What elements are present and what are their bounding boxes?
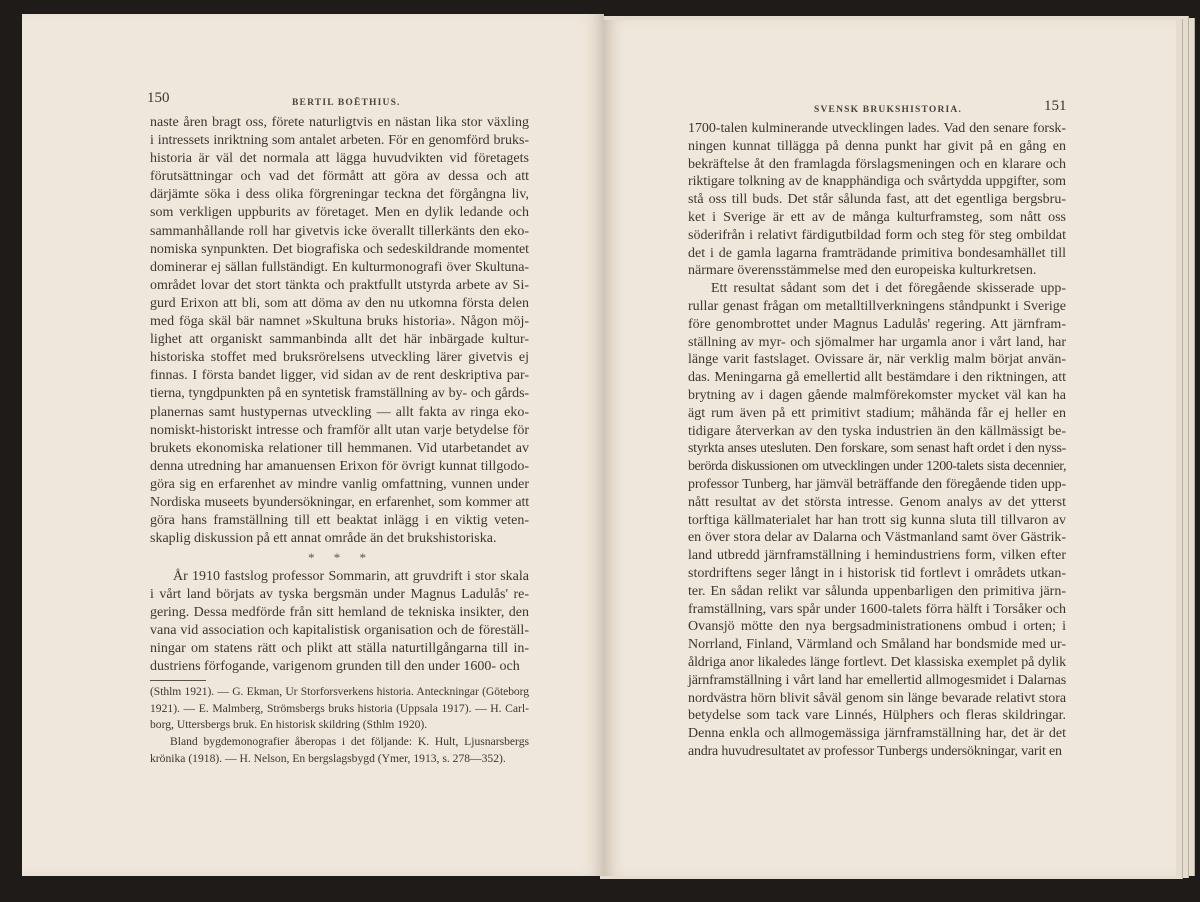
text-line: Nordiska museets byundersökningar, en erfarenhet, som kommer att bbox=[150, 494, 529, 510]
running-head: SVENSK BRUKSHISTORIA. bbox=[814, 105, 963, 115]
text-line: År 1910 fastslog professor Sommarin, att gruvdrift i stor skala bbox=[173, 569, 529, 584]
text-line: stordriftens seger långt in i historisk tid fortlevt i områdets utkan- bbox=[688, 565, 1066, 581]
text-line: finnas. I första bandet ligger, vid sidan av de rent deskriptiva par- bbox=[150, 368, 529, 384]
text-line: rullar genast frågan om metalltillverkningens ståndpunkt i Sverige bbox=[688, 298, 1066, 314]
text-line: torftiga källmaterialet har han trott sig kunna sluta till tillvaron av bbox=[688, 512, 1066, 528]
text-line: Ovansjö mötte den nya bergsadministrationens ombud i orten; i bbox=[688, 619, 1066, 635]
text-line: styrkta anses utesluten. Den forskare, som senast haft ordet i den nyss- bbox=[688, 441, 1066, 457]
text-line: nomiska synpunkten. Det biografiska och sedeskildrande momentet bbox=[150, 241, 529, 257]
text-line: gurd Erixon att bli, som att döma av den nu utkomna första delen bbox=[150, 295, 529, 311]
text-line: ningar om statens rätt och plikt att ställa naturtillgångarna till in- bbox=[150, 641, 529, 657]
right-page bbox=[604, 20, 1176, 876]
text-line: det i de gamla lagarna framträdande primitiva bondesamhället till bbox=[688, 245, 1066, 261]
text-line: das. Meningarna gå emellertid allt bestämdare i den riktningen, att bbox=[688, 370, 1066, 386]
running-head: BERTIL BOËTHIUS. bbox=[292, 98, 401, 108]
text-line: före genombrottet under Magnus Ladulås' regering. Att järnfram- bbox=[688, 316, 1066, 332]
footnote-line: 1921). — E. Malmberg, Strömsbergs bruks historia (Uppsala 1917). — H. Carl- bbox=[150, 701, 529, 715]
footnote-line: (Sthlm 1921). — G. Ekman, Ur Storforsverkens historia. Anteckningar (Göteborg bbox=[150, 685, 529, 698]
text-line: åldriga anor likaledes länge fortlevt. Det klassiska exemplet på dylik bbox=[688, 654, 1066, 670]
text-line: tierna, tyngdpunkten på en syntetisk framställning av by- och gårds- bbox=[150, 386, 529, 402]
text-line: ägt rum även på ett primitivt stadium; måhända får ej heller en bbox=[688, 405, 1066, 421]
text-line: skaplig diskussion på ett annat område än det brukshistoriska. bbox=[150, 531, 497, 547]
text-line: professor Tunberg, har jämväl beträffande den föregående tiden upp- bbox=[688, 476, 1066, 492]
text-line: denna utredning har amanuensen Erixon för övrigt kunnat tillgodo- bbox=[150, 458, 529, 474]
page-number: 151 bbox=[1044, 98, 1067, 114]
text-line: framställning, vars spår under 1600-talets förra hälft i Torsåker och bbox=[688, 601, 1066, 617]
text-line: Denna enkla och allmogemässiga järnframställning har, det är det bbox=[688, 726, 1066, 742]
body-text-section-2 bbox=[150, 568, 529, 677]
text-line: 1700-talen kulminerande utvecklingen lades. Vad den senare forsk- bbox=[688, 121, 1066, 136]
text-line: länge varit fastslaget. Ovissare är, när verklig malm börjat använ- bbox=[688, 352, 1066, 368]
text-line: tidigare återverkan av den tyska industrien än den källmässigt be- bbox=[688, 423, 1066, 439]
text-line: andra huvudresultatet av professor Tunbergs undersökningar, varit en bbox=[688, 743, 1062, 759]
text-line: göra sig en erfarenhet av mindre vanlig omfattning, vunnen under bbox=[150, 476, 529, 492]
text-line: dustriens förfogande, varigenom grunden till den under 1600- och bbox=[150, 659, 520, 675]
text-line: järnframställning i vårt land har emellertid allmogesmidet i Dalarnas bbox=[688, 672, 1066, 688]
text-line: nått resultat av det största intresse. Genom analys av det ytterst bbox=[688, 494, 1066, 510]
text-line: stå oss till buds. Det står sålunda fast, att det egentliga bergsbru- bbox=[688, 192, 1066, 208]
text-line: därjämte söka i dess olika förgreningar teckna det förgångna liv, bbox=[150, 187, 529, 203]
footnote-line: Bland bygdemonografier åberopas i det följande: K. Hult, Ljusnarsbergs bbox=[170, 735, 529, 749]
text-line: området lovar det stort tänkta och praktfullt utstyrda arbete av Si- bbox=[150, 277, 529, 293]
text-line: nomiskt-historiskt intresse och framför allt utan varje betydelse för bbox=[150, 422, 529, 438]
text-line: betydelse som tack vare Linnés, Hülphers och fleras skildringar. bbox=[688, 708, 1066, 724]
text-line: söderifrån i relativt färdigutbildad form och steg för steg ombildat bbox=[688, 227, 1066, 243]
text-line: ter. En sådan relikt var sålunda uppenbarligen den primitiva järn- bbox=[688, 583, 1066, 599]
text-line: som verkligen uppburits av företaget. Men en dylik ledande och bbox=[150, 205, 529, 221]
text-line: planernas samt hustypernas utveckling — allt fakta av ringa eko- bbox=[150, 404, 529, 420]
text-line: med föga skäl bär namnet »Skultuna bruks historia». Någon möj- bbox=[150, 314, 529, 330]
text-line: brukets ekonomiska relationer till hemmanen. Vid utarbetandet av bbox=[150, 440, 529, 456]
text-line: ket i Sverige är ett av de många kulturframsteg, som nått oss bbox=[688, 209, 1066, 225]
text-line: dominerar ej sällan fullständigt. En kulturmonografi över Skultuna- bbox=[150, 259, 529, 275]
text-line: nordvästra hörn blivit såväl genom sin länge bevarade relativt stora bbox=[688, 690, 1066, 706]
page-number: 150 bbox=[147, 90, 170, 106]
text-line: land utbredd järnframställning i hemindustriens form, vilken efter bbox=[688, 548, 1066, 564]
text-line: en över stora delar av Dalarna och Västmanland samt över Gästrik- bbox=[688, 530, 1066, 546]
text-line: sammanhållande roll har givetvis icke överallt tillerkänts den eko- bbox=[150, 223, 529, 239]
text-line: närmare överensstämmelse med den europeiska kulturkretsen. bbox=[688, 263, 1037, 279]
text-line: ställning av myr- och sjömalmer har urgamla anor i vårt land, har bbox=[688, 334, 1066, 350]
text-line: vana vid association och kapitalistisk organisation och de föreställ- bbox=[150, 623, 529, 639]
text-line: Norrland, Finland, Värmland och Småland har bondsmide med ur- bbox=[688, 637, 1066, 653]
text-line: bekräftelse åt den framlagda förslagsmeningen och en klarare och bbox=[688, 156, 1066, 172]
text-line: historiska stoffet med bruksrörelsens utveckling lärer givetvis ej bbox=[150, 350, 529, 366]
text-line: i vårt land börjats av tyska bergsmän under Magnus Ladulås' re- bbox=[150, 587, 529, 603]
text-line: göra hans framställning till ett beaktat inlägg i en viktig veten- bbox=[150, 513, 529, 529]
text-line: förutsättningar och vad det förmått att göra av dessa och att bbox=[150, 169, 529, 185]
footnote-line: borg, Uttersbergs bruk. En historisk skildring (Sthlm 1920). bbox=[150, 718, 428, 732]
text-line: naste åren bragt oss, förete naturligtvis en nästan lika stor växling bbox=[150, 115, 529, 130]
text-line: ningen kunnat tillägga på denna punkt har givit på en gång en bbox=[688, 138, 1066, 154]
separator-text: * * * bbox=[308, 550, 374, 565]
text-line: Ett resultat sådant som det i det föregående skisserade upp- bbox=[711, 281, 1066, 297]
footnote-rule bbox=[150, 680, 206, 681]
text-line: i intressets inriktning som antalet arbeten. För en genomförd bruks- bbox=[150, 133, 529, 149]
footnote-line: krönika (1918). — H. Nelson, En bergslagsbygd (Ymer, 1913, s. 278—352). bbox=[150, 751, 506, 765]
footnotes bbox=[150, 684, 529, 767]
body-text bbox=[150, 114, 529, 548]
text-line: brytning av i dagen gående malmförekomster mycket väl kan ha bbox=[688, 387, 1066, 403]
left-page bbox=[22, 14, 604, 876]
text-line: gering. Dessa medförde från sitt hemland de tekniska insikter, den bbox=[150, 605, 529, 621]
text-line: historia är väl det normala att lägga huvudvikten vid företagets bbox=[150, 151, 529, 167]
text-line: berörda diskussionen om utvecklingen under 1200-talets sista decennier, bbox=[688, 459, 1066, 475]
text-line: lighet att organiskt sammanbinda allt det här inbärgade kultur- bbox=[150, 332, 529, 348]
section-separator bbox=[308, 550, 374, 565]
body-text bbox=[688, 120, 1066, 761]
text-line: riktigare tolkning av de knapphändiga och svårtydda uppgifter, som bbox=[688, 174, 1066, 190]
